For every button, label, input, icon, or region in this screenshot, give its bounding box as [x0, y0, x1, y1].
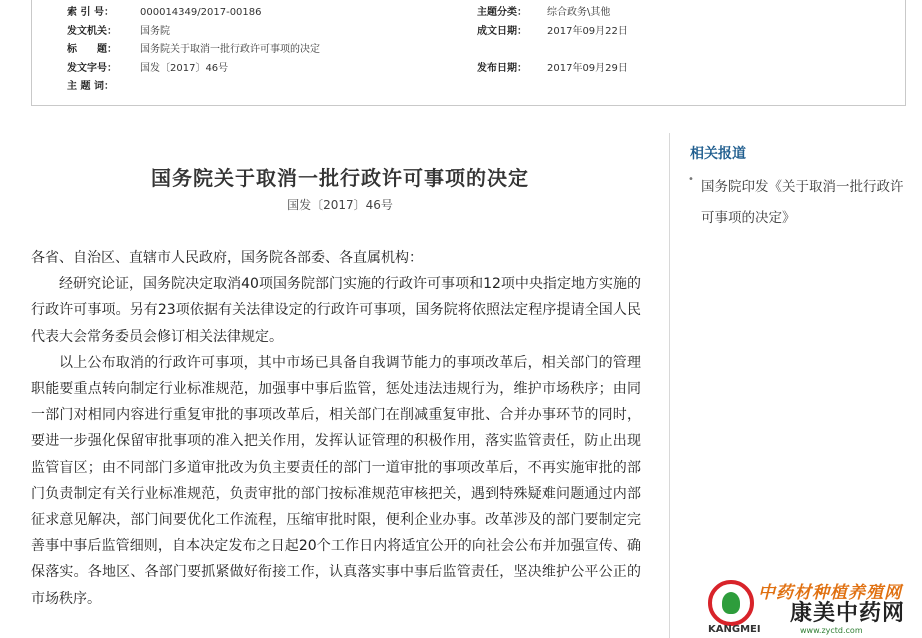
metadata-table — [31, 0, 906, 106]
related-reports-heading: 相关报道 — [690, 146, 746, 162]
index-value: 000014349/2017-00186 — [140, 7, 262, 18]
document-title: 国务院关于取消一批行政许可事项的决定 — [151, 166, 529, 190]
related-report-link[interactable]: 国务院印发《关于取消一批行政许可事项的决定》 — [701, 179, 904, 226]
created-label: 成文日期： — [477, 26, 527, 37]
watermark-url-text: www.zyctd.com — [800, 626, 863, 635]
document-number: 国发〔2017〕46号 — [287, 198, 393, 212]
salutation: 各省、自治区、直辖市人民政府，国务院各部委、各直属机构： — [31, 250, 423, 266]
docno-label: 发文字号： — [67, 63, 117, 74]
category-value: 综合政务\其他 — [547, 7, 611, 18]
sidebar-divider — [669, 133, 670, 638]
keywords-label: 主 题 词： — [67, 81, 114, 92]
index-label: 索 引 号： — [67, 7, 114, 18]
created-value: 2017年09月22日 — [547, 26, 628, 37]
issuer-value: 国务院 — [140, 26, 170, 37]
logo-icon — [708, 580, 754, 626]
watermark-main-text: 康美中药网 — [790, 601, 906, 626]
paragraph-1: 经研究论证，国务院决定取消40项国务院部门实施的行政许可事项和12项中央指定地方实施的行政许可事项。另有23项依据有关法律设定的行政许可事项，国务院将依照法定程序提请全国人民代表大会常务委员会修订相关法律规定。 — [31, 276, 641, 345]
title-label: 标 题： — [67, 44, 117, 55]
issuer-label: 发文机关： — [67, 26, 117, 37]
watermark-logo — [700, 576, 922, 638]
docno-value: 国发〔2017〕46号 — [140, 63, 229, 74]
bullet-icon: • — [688, 174, 694, 185]
watermark-en-text: KANGMEI — [708, 624, 761, 635]
title-value: 国务院关于取消一批行政许可事项的决定 — [140, 44, 320, 55]
watermark-top-text: 中药材种植养殖网 — [758, 583, 902, 603]
published-label: 发布日期： — [477, 63, 527, 74]
category-label: 主题分类： — [477, 7, 527, 18]
document-body — [31, 245, 641, 612]
published-value: 2017年09月29日 — [547, 63, 628, 74]
paragraph-2: 以上公布取消的行政许可事项，其中市场已具备自我调节能力的事项改革后，相关部门的管理职能要重点转向制定行业标准规范，加强事中事后监管，惩处违法违规行为，维护市场秩序；由同一部门对相同内容进行重复审批的事项改革后，相关部门在削减重复审批、合并办事环节的同时，要进一步强化保留审批事项的准入把关作用，发挥认证管理的积极作用，落实监管责任，防止出现监管盲区；由不同部门多道审批改为负主要责任的部门一道审批的事项改革后，不再实施审批的部门负责制定有关行业标准规范，负责审批的部门按标准规范审核把关，遇到特殊疑难问题通过内部征求意见解决，部门间要优化工作流程，压缩审批时限，便利企业办事。改革涉及的部门要制定完善事中事后监管细则，自本决定发布之日起20个工作日内将适宜公开的向社会公布并加强宣传、确保落实。各地区、各部门要抓紧做好衔接工作，认真落实事中事后监管责任，坚决维护公平公正的市场秩序。 — [31, 354, 641, 607]
